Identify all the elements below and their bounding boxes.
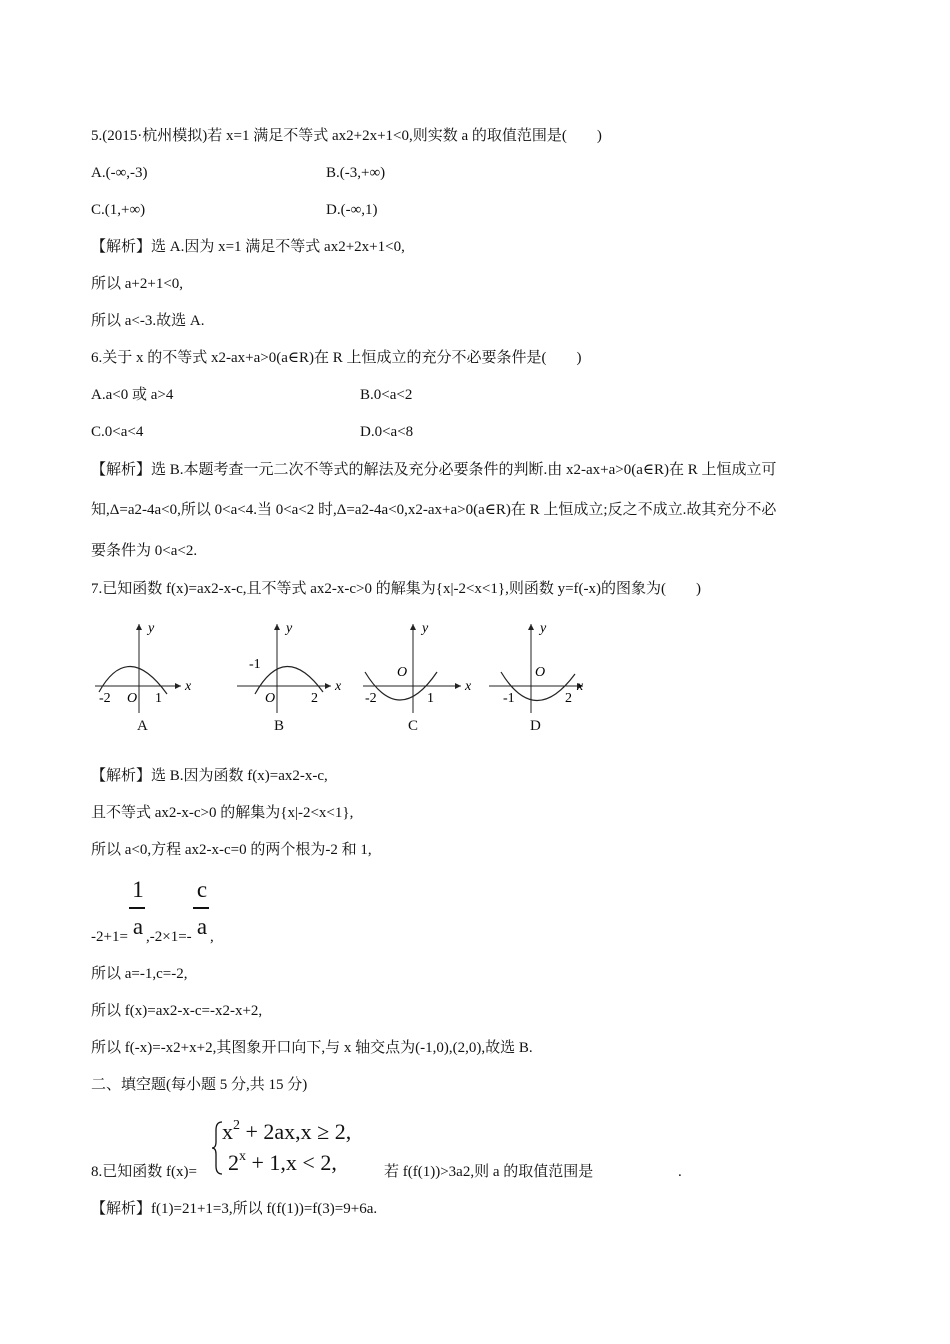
- fraction-denominator: a: [132, 914, 144, 939]
- q8-solution-line: 【解析】f(1)=21+1=3,所以 f(f(1))=f(3)=9+6a.: [91, 1201, 378, 1217]
- fraction-denominator: a: [196, 914, 208, 939]
- graph-a-label: A: [137, 718, 148, 734]
- graph-c: [361, 618, 491, 738]
- graph-b: [235, 618, 365, 738]
- q8-stem-end: .: [678, 1164, 682, 1180]
- graph-d: [487, 618, 617, 738]
- origin-label: O: [397, 665, 408, 680]
- q7-equation-prefix: -2+1=: [91, 929, 128, 945]
- q5-option-c: C.(1,+∞): [91, 202, 146, 218]
- tick-label: -2: [99, 691, 111, 706]
- q7-solution-line: 所以 a=-1,c=-2,: [91, 966, 188, 982]
- q7-equation-middle: ,-2×1=-: [146, 929, 192, 945]
- graph-b-label: B: [274, 718, 285, 734]
- x-axis-label: x: [577, 679, 584, 694]
- origin-label: O: [265, 691, 276, 706]
- y-axis-label: y: [422, 621, 429, 636]
- q6-option-d: D.0<a<8: [360, 424, 414, 440]
- q7-equation-end: ,: [210, 929, 214, 945]
- tick-label: -1: [503, 691, 515, 706]
- q8-stem-prefix: 8.已知函数 f(x)=: [91, 1164, 197, 1180]
- piecewise-case-1: [222, 1119, 351, 1149]
- q7-stem: 7.已知函数 f(x)=ax2-x-c,且不等式 ax2-x-c>0 的解集为{x|-2<x<1},则函数 y=f(-x)的图象为( ): [91, 581, 702, 597]
- graph-c-plot: [361, 618, 491, 718]
- graph-a: [93, 618, 223, 738]
- q6-option-a: A.a<0 或 a>4: [91, 387, 174, 403]
- q5-option-a: A.(-∞,-3): [91, 165, 148, 181]
- graph-a-plot: [93, 618, 223, 718]
- q7-solution-line: 【解析】选 B.因为函数 f(x)=ax2-x-c,: [91, 768, 328, 784]
- graph-c-label: C: [408, 718, 419, 734]
- fraction-bar: [193, 907, 209, 909]
- case-2-base: 2: [228, 1150, 239, 1175]
- section-heading: 二、填空题(每小题 5 分,共 15 分): [91, 1077, 308, 1093]
- q8-stem-suffix: 若 f(f(1))>3a2,则 a 的取值范围是: [384, 1164, 594, 1180]
- case-1-base: x: [222, 1119, 233, 1144]
- graph-d-plot: [487, 618, 617, 718]
- origin-label: O: [535, 665, 546, 680]
- q7-solution-line: 且不等式 ax2-x-c>0 的解集为{x|-2<x<1},: [91, 805, 354, 821]
- q5-solution-line: 所以 a<-3.故选 A.: [91, 313, 205, 329]
- q7-solution-line: 所以 a<0,方程 ax2-x-c=0 的两个根为-2 和 1,: [91, 842, 372, 858]
- tick-label: 2: [311, 691, 318, 706]
- tick-label: -2: [365, 691, 377, 706]
- y-axis-label: y: [286, 621, 293, 636]
- q6-option-b: B.0<a<2: [360, 387, 413, 403]
- q5-stem: 5.(2015·杭州模拟)若 x=1 满足不等式 ax2+2x+1<0,则实数 a 的取值范围是( ): [91, 128, 602, 144]
- case-1-rest: + 2ax,x ≥ 2,: [240, 1119, 352, 1144]
- fraction-numerator: 1: [132, 877, 144, 902]
- q5-option-d: D.(-∞,1): [326, 202, 378, 218]
- fraction-bar: [129, 907, 145, 909]
- case-2-rest: + 1,x < 2,: [246, 1150, 337, 1175]
- q7-solution-line: 所以 f(-x)=-x2+x+2,其图象开口向下,与 x 轴交点为(-1,0),(2,0),故选 B.: [91, 1040, 533, 1056]
- y-axis-label: y: [148, 621, 155, 636]
- q5-option-b: B.(-3,+∞): [326, 165, 386, 181]
- fraction-numerator: c: [196, 877, 208, 902]
- x-axis-label: x: [185, 679, 192, 694]
- y-axis-label: y: [540, 621, 547, 636]
- q6-solution-line: 要条件为 0<a<2.: [91, 543, 198, 559]
- q6-solution-line: 【解析】选 B.本题考查一元二次不等式的解法及充分必要条件的判断.由 x2-ax+a>0(a∈R)在 R 上恒成立可: [91, 462, 777, 478]
- graph-b-plot: [235, 618, 365, 718]
- tick-label: 1: [155, 691, 162, 706]
- x-axis-label: x: [335, 679, 342, 694]
- tick-label: -1: [249, 657, 261, 672]
- tick-label: 2: [565, 691, 572, 706]
- q6-solution-line: 知,Δ=a2-4a<0,所以 0<a<4.当 0<a<2 时,Δ=a2-4a<0,x2-ax+a>0(a∈R)在 R 上恒成立;反之不成立.故其充分不必: [91, 502, 777, 518]
- q7-solution-line: 所以 f(x)=ax2-x-c=-x2-x+2,: [91, 1003, 263, 1019]
- graph-d-label: D: [530, 718, 541, 734]
- case-1-exponent: 2: [233, 1118, 240, 1133]
- q6-option-c: C.0<a<4: [91, 424, 144, 440]
- piecewise-case-2: [228, 1150, 337, 1180]
- q6-stem: 6.关于 x 的不等式 x2-ax+a>0(a∈R)在 R 上恒成立的充分不必要条件是( ): [91, 350, 582, 366]
- q5-solution-line: 【解析】选 A.因为 x=1 满足不等式 ax2+2x+1<0,: [91, 239, 405, 255]
- origin-label: O: [127, 691, 138, 706]
- q5-solution-line: 所以 a+2+1<0,: [91, 276, 184, 292]
- x-axis-label: x: [465, 679, 472, 694]
- case-2-exponent: x: [239, 1149, 246, 1164]
- tick-label: 1: [427, 691, 434, 706]
